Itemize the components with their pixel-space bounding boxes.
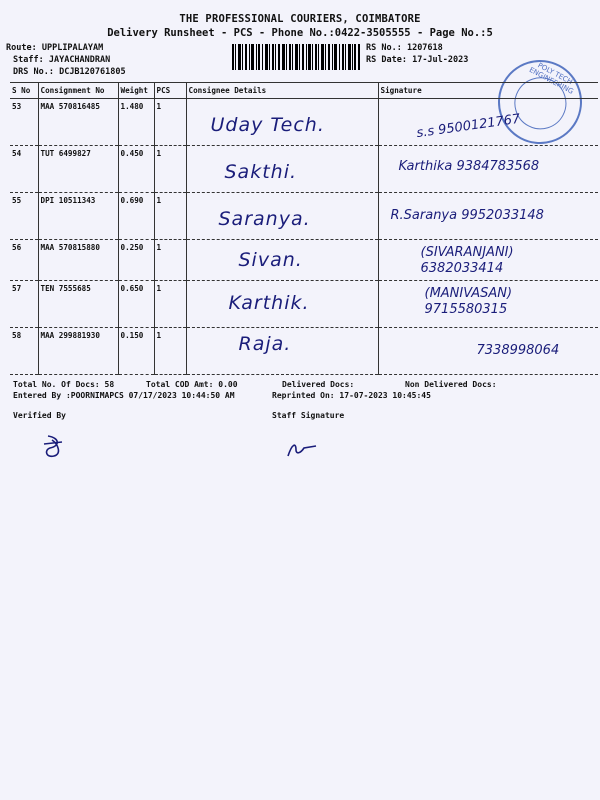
weight-cell: 0.650 — [118, 281, 154, 328]
consignee-handwriting: Karthik. — [228, 292, 310, 314]
consignment-cell: TEN 7555685 — [38, 281, 118, 328]
reprinted-on: Reprinted On: 17-07-2023 10:45:45 — [272, 391, 431, 400]
consignment-cell: MAA 299881930 — [38, 328, 118, 375]
table-row — [10, 193, 598, 240]
table-row — [10, 99, 598, 146]
rs-no-value: 1207618 — [406, 43, 443, 53]
col-weight: Weight — [118, 83, 154, 99]
table-row — [10, 281, 598, 328]
pcs-cell: 1 — [154, 328, 186, 375]
consignee-handwriting: Uday Tech. — [210, 114, 325, 136]
delivered-docs: Delivered Docs: — [282, 380, 355, 389]
signature-cell — [378, 328, 598, 375]
staff-label: Staff: — [13, 55, 44, 65]
consignment-cell: DPI 10511343 — [38, 193, 118, 240]
staff-signature-icon — [282, 436, 322, 460]
consignment-cell: TUT 6499827 — [38, 146, 118, 193]
drs-value: DCJB120761805 — [59, 67, 126, 77]
consignee-cell — [186, 240, 378, 281]
consignee-cell — [186, 328, 378, 375]
weight-cell: 0.150 — [118, 328, 154, 375]
pcs-cell: 1 — [154, 99, 186, 146]
table-row — [10, 240, 598, 281]
sno-cell: 55 — [10, 193, 38, 240]
sno-cell: 56 — [10, 240, 38, 281]
runsheet-subtitle: Delivery Runsheet - PCS - Phone No.:0422-3505555 - Page No.:5 — [107, 27, 493, 39]
signature-handwriting: R.Saranya 9952033148 — [390, 208, 544, 223]
consignee-handwriting: Saranya. — [218, 208, 311, 230]
verified-by-label: Verified By — [13, 411, 66, 420]
total-docs: Total No. Of Docs: 58 — [13, 380, 115, 389]
table-row — [10, 328, 598, 375]
consignee-cell — [186, 99, 378, 146]
runsheet-table — [10, 82, 598, 375]
verifier-signature-icon — [40, 432, 70, 462]
consignee-handwriting: Sivan. — [238, 249, 303, 271]
rs-date-value: 17-Jul-2023 — [412, 55, 469, 65]
table-row — [10, 146, 598, 193]
non-delivered-docs: Non Delivered Docs: — [405, 380, 497, 389]
staff-line — [13, 55, 110, 65]
consignee-cell — [186, 146, 378, 193]
weight-cell: 0.450 — [118, 146, 154, 193]
weight-cell: 0.690 — [118, 193, 154, 240]
consignee-handwriting: Sakthi. — [224, 161, 298, 183]
route-value: UPPLIPALAYAM — [41, 43, 104, 53]
col-pcs: PCS — [154, 83, 186, 99]
staff-value: JAYACHANDRAN — [48, 55, 111, 65]
signature-cell — [378, 240, 598, 281]
rs-date-label: RS Date: — [366, 55, 407, 65]
table-header-row — [10, 83, 598, 99]
sno-cell: 57 — [10, 281, 38, 328]
barcode-icon — [232, 44, 360, 70]
pcs-cell: 1 — [154, 193, 186, 240]
rs-no-line — [366, 43, 443, 53]
rs-no-label: RS No.: — [366, 43, 402, 53]
pcs-cell: 1 — [154, 146, 186, 193]
rs-date-line — [366, 55, 468, 65]
weight-cell: 0.250 — [118, 240, 154, 281]
staff-signature-label: Staff Signature — [272, 411, 345, 420]
signature-handwriting: (MANIVASAN) 9715580315 — [424, 286, 513, 317]
total-cod: Total COD Amt: 0.00 — [146, 380, 238, 389]
signature-handwriting: s.s 9500121767 — [415, 111, 521, 142]
stamp-text: POLY TECH ENGINEERING — [527, 61, 575, 96]
weight-cell: 1.480 — [118, 99, 154, 146]
signature-cell — [378, 99, 598, 146]
consignment-cell: MAA 570815880 — [38, 240, 118, 281]
signature-cell — [378, 146, 598, 193]
drs-line — [13, 67, 126, 77]
pcs-cell: 1 — [154, 281, 186, 328]
consignee-cell — [186, 193, 378, 240]
company-title: THE PROFESSIONAL COURIERS, COIMBATORE — [179, 13, 421, 25]
drs-label: DRS No.: — [13, 67, 54, 77]
signature-cell — [378, 281, 598, 328]
entered-by: Entered By :POORNIMAPCS 07/17/2023 10:44:50 AM — [13, 391, 235, 400]
sno-cell: 53 — [10, 99, 38, 146]
signature-handwriting: 7338998064 — [476, 343, 560, 358]
consignee-cell — [186, 281, 378, 328]
sno-cell: 54 — [10, 146, 38, 193]
signature-cell — [378, 193, 598, 240]
signature-handwriting: Karthika 9384783568 — [398, 159, 540, 174]
route-line — [6, 43, 103, 53]
col-sno: S No — [10, 83, 38, 99]
pcs-cell: 1 — [154, 240, 186, 281]
col-consignee: Consignee Details — [186, 83, 378, 99]
col-consignment: Consignment No — [38, 83, 118, 99]
route-label: Route: — [6, 43, 37, 53]
signature-handwriting: (SIVARANJANI) 6382033414 — [420, 245, 514, 276]
consignee-handwriting: Raja. — [238, 333, 292, 355]
sno-cell: 58 — [10, 328, 38, 375]
consignment-cell: MAA 570816485 — [38, 99, 118, 146]
col-signature: Signature — [378, 83, 598, 99]
